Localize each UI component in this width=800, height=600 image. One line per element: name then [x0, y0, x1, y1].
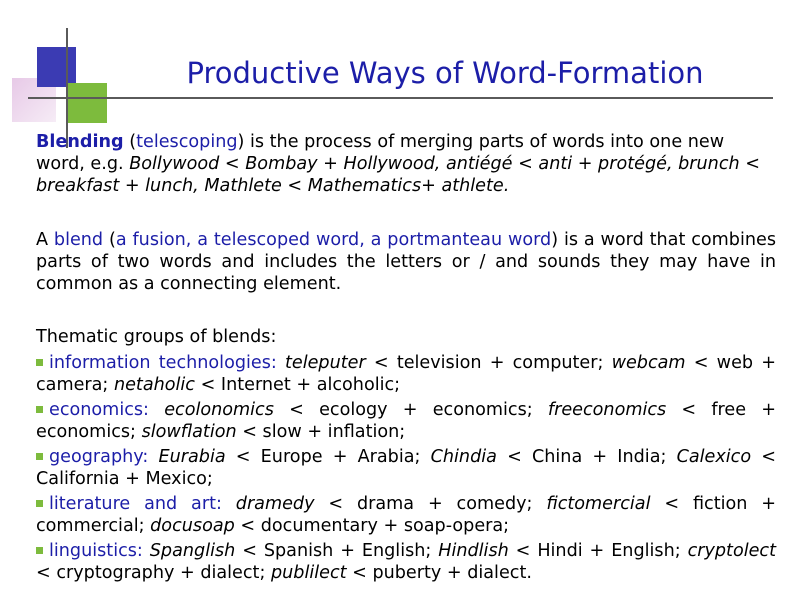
blend-source: < web + camera; [36, 353, 776, 395]
blend-source: < Hindi + English; [508, 541, 688, 561]
blend-source [277, 353, 285, 373]
group-label: economics: [49, 400, 149, 420]
paren-open: ( [103, 230, 116, 250]
blend-word: Hindlish [438, 541, 509, 561]
group-label: linguistics: [49, 541, 143, 561]
blend-word: Chindia [430, 447, 497, 467]
blend-source: < drama + comedy; [314, 494, 547, 514]
thematic-group-item [36, 399, 776, 443]
blend-word: Eurabia [158, 447, 226, 467]
blend-source: < fiction + commercial; [36, 494, 777, 536]
blend-word: docusoap [150, 516, 235, 536]
slide-title: Productive Ways of Word-Formation [186, 56, 704, 90]
blend-source [148, 447, 158, 467]
blend-source: < puberty + dialect. [346, 563, 532, 583]
blending-examples: Bollywood < Bombay + Hollywood, antiégé < anti + protégé, brunch < breakfast + lunch, Mathlete < Mathematics+ athlete. [36, 154, 760, 196]
thematic-group-item [36, 352, 776, 396]
bullet-icon [36, 359, 43, 366]
blend-word: ecolonomics [164, 400, 274, 420]
decor-vertical-line [66, 28, 68, 148]
blend-word: dramedy [235, 494, 315, 514]
group-label: literature and art: [49, 494, 222, 514]
blending-definition: ) is the process of merging parts of words into one new word, e.g. [36, 132, 725, 174]
blend-source: < Europe + Arabia; [225, 447, 431, 467]
blend-source: < slow + inflation; [236, 422, 406, 442]
blend-synonyms: a fusion, a telescoped word, a portmanteau word [115, 230, 552, 250]
bullet-icon [36, 500, 43, 507]
blend-word: publilect [270, 563, 347, 583]
blend-source: < Spanish + English; [235, 541, 439, 561]
article: A [36, 230, 54, 250]
blend-source: < ecology + economics; [273, 400, 548, 420]
blend-word: teleputer [285, 353, 366, 373]
decor-green-square [67, 83, 107, 123]
blend-source: < free + economics; [36, 400, 777, 442]
blend-source: < China + India; [496, 447, 677, 467]
blend-source [143, 541, 150, 561]
term-blending: Blending [36, 132, 124, 152]
thematic-group-item [36, 493, 776, 537]
blend-word: Spanglish [149, 541, 236, 561]
decor-blue-square [37, 47, 76, 87]
thematic-group-item [36, 446, 776, 490]
thematic-heading: Thematic groups of blends: [36, 327, 277, 347]
term-telescoping: telescoping [136, 132, 238, 152]
bullet-icon [36, 406, 43, 413]
blend-word: freeconomics [547, 400, 667, 420]
thematic-group-item [36, 540, 776, 584]
blend-source: < California + Mexico; [36, 447, 777, 489]
group-label: geography: [49, 447, 149, 467]
paragraph-blending [36, 131, 776, 197]
blend-source: < cryptography + dialect; [36, 563, 271, 583]
blend-source [222, 494, 236, 514]
blend-word: cryptolect [687, 541, 776, 561]
paragraph-blend [36, 229, 776, 295]
blend-source: < television + computer; [365, 353, 612, 373]
blend-word: slowflation [141, 422, 237, 442]
decor-horizontal-line [28, 97, 773, 99]
blend-word: fictomercial [546, 494, 651, 514]
blend-word: netaholic [113, 375, 195, 395]
group-label: information technologies: [49, 353, 277, 373]
bullet-icon [36, 453, 43, 460]
blend-definition: ) is a word that combines parts of two words and includes the letters or / and sounds they may have in common as a connecting element. [36, 230, 776, 294]
bullet-icon [36, 547, 43, 554]
blend-word: Calexico [676, 447, 752, 467]
blend-source: < Internet + alcoholic; [194, 375, 401, 395]
term-blend: blend [53, 230, 104, 250]
blend-source [149, 400, 164, 420]
paren-open: ( [123, 132, 137, 152]
blend-source: < documentary + soap-opera; [234, 516, 510, 536]
blend-word: webcam [611, 353, 686, 373]
